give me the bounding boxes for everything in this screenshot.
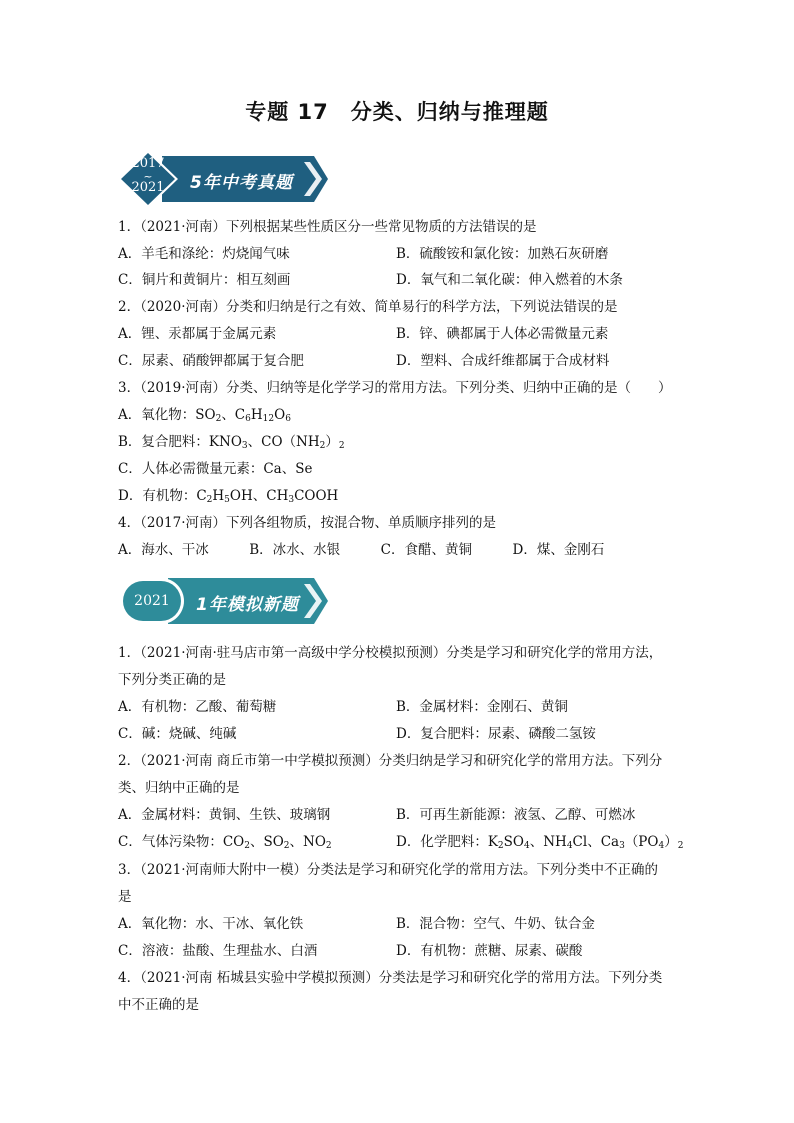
s2-q2-option-a: A．金属材料：黄铜、生铁、玻璃钢 [118,807,331,823]
s1-q2-option-c: C．尿素、硝酸钾都属于复合肥 [118,353,304,369]
s2-q3-stem-line2: 是 [118,889,132,905]
section-banner-exam [118,150,328,208]
banner-label: 5年中考真题 [190,173,293,193]
s1-q3-option-d: D．有机物：$C_2H_5OH$、$CH_3COOH$ [118,488,339,505]
s2-q3-option-a: A．氧化物：水、干冰、氧化铁 [118,916,304,932]
s2-q3-option-d: D．有机物：蔗糖、尿素、碳酸 [396,943,583,959]
s2-q1-option-c: C．碱：烧碱、纯碱 [118,726,237,742]
s1-q1-stem: 1．（2021·河南）下列根据某些性质区分一些常见物质的方法错误的是 [118,219,537,235]
s1-q1-option-d: D．氧气和二氧化碳：伸入燃着的木条 [396,272,623,288]
s1-q2-stem: 2．（2020·河南）分类和归纳是行之有效、简单易行的科学方法，下列说法错误的是 [118,299,618,315]
s1-q2-option-a: A．锂、汞都属于金属元素 [118,326,277,342]
s1-q2-option-b: B．锌、碘都属于人体必需微量元素 [396,326,609,342]
banner2-year: 2021 [134,593,170,609]
s1-q3-stem: 3．（2019·河南）分类、归纳等是化学学习的常用方法。下列分类、归纳中正确的是（ ） [118,380,672,396]
s2-q2-option-c: C．气体污染物：$CO_2$、$SO_2$、$NO_2$ [118,834,332,851]
s2-q3-option-b: B．混合物：空气、牛奶、钛合金 [396,916,595,932]
s2-q3-option-c: C．溶液：盐酸、生理盐水、白酒 [118,943,318,959]
banner-year-tilde: ~ [143,170,153,183]
banner2-label: 1年模拟新题 [196,595,299,615]
s2-q1-stem-line1: 1．（2021·河南·驻马店市第一高级中学分校模拟预测）分类是学习和研究化学的常用方法， [118,645,663,661]
s1-q4-stem: 4．（2017·河南）下列各组物质，按混合物、单质顺序排列的是 [118,515,496,531]
s1-q3-option-b: B．复合肥料：$KNO_3$、$CO(NH_2)_2$ [118,434,345,451]
s1-q1-option-b: B．硫酸铵和氯化铵：加熟石灰研磨 [396,246,609,262]
s1-q3-option-c: C．人体必需微量元素：Ca、Se [118,461,313,477]
banner-year-bottom: 2021 [131,180,165,195]
s2-q1-stem-line2: 下列分类正确的是 [118,672,226,688]
s1-q3-option-a: A．氧化物：$SO_2$、$C_6H_{12}O_6$ [118,407,291,424]
s2-q1-option-a: A．有机物：乙酸、葡萄糖 [118,699,277,715]
s2-q2-stem-line1: 2．（2021·河南 商丘市第一中学模拟预测）分类归纳是学习和研究化学的常用方法。下列分 [118,753,663,769]
section-banner-mock [118,572,328,630]
page-title: 专题 17 分类、归纳与推理题 [245,100,549,124]
s2-q1-option-b: B．金属材料：金刚石、黄铜 [396,699,568,715]
s2-q2-option-d: D．化学肥料：$K_2SO_4$、$NH_4Cl$、$Ca_3(PO_4)_2$ [396,834,684,851]
s2-q2-stem-line2: 类、归纳中正确的是 [118,780,240,796]
s2-q4-stem-line2: 中不正确的是 [118,997,199,1013]
s2-q1-option-d: D．复合肥料：尿素、磷酸二氢铵 [396,726,596,742]
s2-q2-option-b: B．可再生新能源：液氢、乙醇、可燃冰 [396,807,636,823]
s1-q4-options: A．海水、干冰 B．冰水、水银 C．食醋、黄铜 D．煤、金刚石 [118,542,605,558]
s2-q4-stem-line1: 4．（2021·河南 柘城县实验中学模拟预测）分类法是学习和研究化学的常用方法。下列分类 [118,970,663,986]
s1-q1-option-c: C．铜片和黄铜片：相互刻画 [118,272,291,288]
s1-q2-option-d: D．塑料、合成纤维都属于合成材料 [396,353,610,369]
s2-q3-stem-line1: 3．（2021·河南师大附中一模）分类法是学习和研究化学的常用方法。下列分类中不正确的 [118,862,658,878]
banner-year-top: 2017 [131,156,165,171]
s1-q1-option-a: A．羊毛和涤纶：灼烧闻气味 [118,246,290,262]
